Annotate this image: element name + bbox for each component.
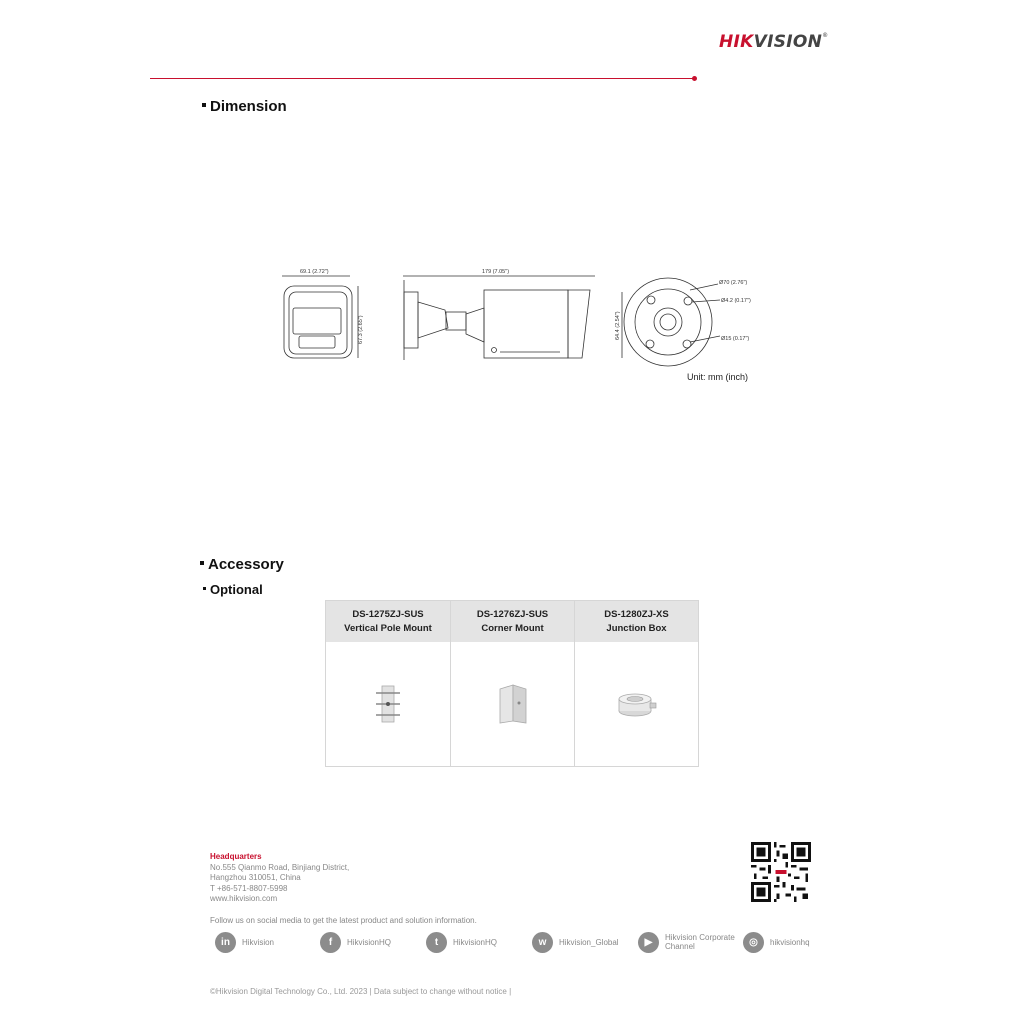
social-label: HikvisionHQ (347, 937, 392, 947)
side-view-drawing (403, 276, 595, 360)
base-height-label: 64.4 (2.54") (615, 311, 621, 340)
accessory-column-junction-box (575, 601, 698, 766)
front-height-label: 67.3 (2.65") (358, 315, 364, 344)
qr-code (751, 842, 811, 902)
base-view-drawing (622, 278, 720, 366)
follow-us-text: Follow us on social media to get the latest product and solution information. (210, 916, 477, 925)
optional-heading: Optional (203, 582, 263, 597)
junction-box-icon (615, 689, 659, 719)
accessory-column-corner-mount (451, 601, 575, 766)
accessory-model: DS-1280ZJ-XS (604, 608, 669, 620)
social-label: Hikvision_Global (559, 937, 619, 947)
header-divider-dot (692, 76, 697, 81)
hq-address-line2: Hangzhou 310051, China (210, 873, 301, 882)
social-label: HikvisionHQ (453, 937, 498, 947)
corner-mount-icon (496, 683, 530, 725)
hq-website[interactable]: www.hikvision.com (210, 894, 278, 903)
accessory-model: DS-1275ZJ-SUS (352, 608, 424, 620)
accessory-name: Vertical Pole Mount (344, 622, 432, 634)
social-instagram[interactable] (743, 930, 810, 954)
hq-address-line1: No.555 Qianmo Road, Binjiang District, (210, 863, 350, 872)
accessory-heading: Accessory (200, 556, 284, 573)
base-diameter-label: Ø70 (2.76") (719, 280, 748, 286)
social-facebook[interactable] (320, 930, 391, 954)
front-view-drawing (282, 276, 358, 358)
accessory-column-pole-mount (326, 601, 451, 766)
unit-note: Unit: mm (inch) (687, 372, 749, 382)
hikvision-logo: HIKVISION® (719, 32, 829, 52)
dimension-heading: Dimension (202, 98, 287, 115)
hq-phone: T +86-571-8807-5998 (210, 884, 288, 893)
cable-hole-label: Ø15 (0.17") (721, 336, 750, 342)
social-youtube[interactable] (638, 930, 735, 954)
social-twitter[interactable] (426, 930, 497, 954)
linkedin-icon: in (215, 932, 236, 953)
accessory-header (575, 601, 698, 642)
copyright-notice: ©Hikvision Digital Technology Co., Ltd. 2023 | Data subject to change without notice | (210, 987, 512, 996)
social-label: hikvisionhq (770, 937, 810, 947)
accessory-table (325, 600, 699, 767)
accessory-name: Corner Mount (481, 622, 544, 634)
social-label: Hikvision (242, 937, 275, 947)
hole-diameter-label: Ø4.2 (0.17") (721, 298, 751, 304)
social-linkedin[interactable] (215, 930, 274, 954)
side-length-label: 179 (7.05") (482, 269, 510, 275)
wechat-icon: w (532, 932, 553, 953)
accessory-name: Junction Box (606, 622, 667, 634)
social-label: Hikvision Corporate Channel (665, 933, 735, 951)
youtube-icon: ▶ (638, 932, 659, 953)
accessory-header (451, 601, 574, 642)
facebook-icon: f (320, 932, 341, 953)
front-width-label: 69.1 (2.72") (300, 269, 329, 275)
twitter-icon: t (426, 932, 447, 953)
pole-mount-icon (373, 684, 403, 724)
social-wechat[interactable] (532, 930, 619, 954)
instagram-icon: ◎ (743, 932, 764, 953)
headquarters-title: Headquarters (210, 852, 262, 861)
header-divider (150, 78, 693, 79)
accessory-model: DS-1276ZJ-SUS (476, 608, 549, 620)
accessory-header (326, 601, 450, 642)
